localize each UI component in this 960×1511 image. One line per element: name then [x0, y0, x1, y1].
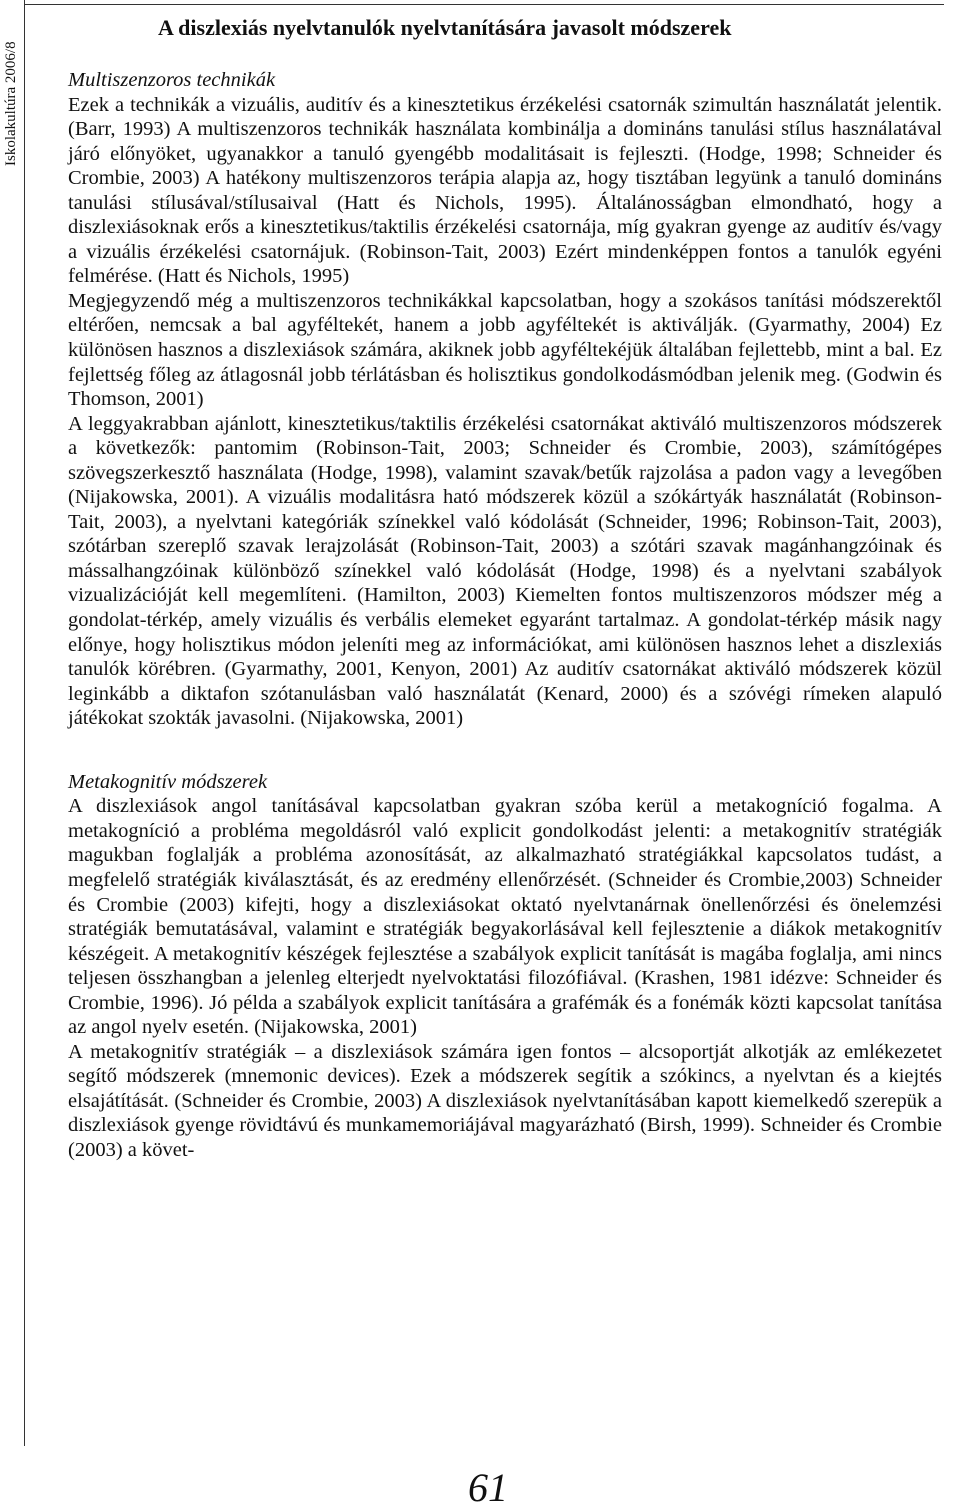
paragraph: A metakognitív stratégiák – a diszlexiások számára igen fontos – alcsoportját alkotják az emlékezetet segítő módszerek (mnemonic devices). Ezek a módszerek segítik a szókincs, a nyelvtan és a kiejtés elsajátítását. (Schneider és Crombie, 2003) A diszlexiások nyelvtanításában kapott kiemelkedő szerepük a diszlexiások gyenge rövidtávú és munkamemoriájával magyarázható (Birsh, 1999). Schneider és Crombie (2003) a követ- — [68, 1040, 942, 1161]
paragraph: Ezek a technikák a vizuális, auditív és a kinesztetikus érzékelési csatornák szimultán használatát jelentik. (Barr, 1993) A multiszenzoros technikák használata kombinálja a domináns tanulási stílus használatával járó előnyöket, ugyanakkor a tanuló gyengébb modalitásait is fejleszti. (Hodge, 1998; Schneider és Crombie, 2003) A hatékony multiszenzoros terápia alapja az, hogy tisztában legyünk a tanuló domináns tanulási stílusával/stílusaival (Hatt és Nichols, 1995). Általánosságban elmondható, hogy a diszlexiásoknak erős a kinesztetikus/taktilis érzékelési csatornája, míg gyakran gyenge az auditív és/vagy a vizuális érzékelési csatornájuk. (Robinson-Tait, 2003) Ezért mindenképpen fontos a tanulók egyéni felmérése. (Hatt és Nichols, 1995) — [68, 93, 942, 288]
sidebar — [0, 0, 25, 1446]
top-rule — [24, 4, 944, 5]
paragraph: Megjegyzendő még a multiszenzoros technikákkal kapcsolatban, hogy a szokásos tanítási módszerektől eltérően, nemcsak a bal agyféltekét, hanem a jobb agyféltekét is aktiválják. (Gyarmathy, 2004) Ez különösen hasznos a diszlexiások számára, akiknek jobb agyféltekéjük általában fejlettebb, mint a bal. Ez fejlettség főleg az átlagosnál jobb térlátásban és holisztikus gondolkodásmódban jelenik meg. (Godwin és Thomson, 2001) — [68, 289, 942, 411]
section-gap — [68, 731, 942, 770]
paragraph: A leggyakrabban ajánlott, kinesztetikus/taktilis érzékelési csatornákat aktiváló multiszenzoros módszerek a következők: pantomim (Robinson-Tait, 2003; Schneider és Crombie, 2003), számítógépes szövegszerkesztő használata (Hodge, 1998), valamint szavak/betűk rajzolása a padon vagy a levegőben (Nijakowska, 2001). A vizuális modalitásra ható módszerek közül a szókártyák használatát (Robinson-Tait, 2003), a nyelvtani kategóriák színekkel való kódolását (Schneider, 1996; Robinson-Tait, 2003), szótárban szereplő szavak lerajzolását (Robinson-Tait, 2003) a szótári szavak magánhangzóinak és mássalhangzóinak különböző színekkel való kódolását (Hodge, 1998) és a nyelvtani szabályok vizualizációját kell megemlíteni. (Hamilton, 2003) Kiemelten fontos multiszenzoros módszer még a gondolat-térkép, amely vizuális és verbális elemeket egyaránt tartalmaz. A gondolat-térkép másik nagy előnye, hogy holisztikus módon jeleníti meg az információkat, ami különösen hasznos lehet a diszlexiás tanulók körébren. (Gyarmathy, 2001, Kenyon, 2001) Az auditív csatornákat aktiváló módszerek közül leginkább a diktafon szótanulásban való használatát (Kenard, 2000) és a szóvégi rímeken alapuló játékokat szokták javasolni. (Nijakowska, 2001) — [68, 412, 942, 730]
page-number: 61 — [468, 1465, 508, 1510]
paragraph: A diszlexiások angol tanításával kapcsolatban gyakran szóba kerül a metakogníció fogalma. A metakogníció a probléma megoldásról való explicit gondolkodást jelenti: a metakognitív stratégiák magukban foglalják a probléma azonosítását, az alkalmazható stratégiákkal kapcsolatos tudást, a megfelelő stratégiák kiválasztását, és az eredmény ellenőrzését. (Schneider és Crombie,2003) Schneider és Crombie (2003) kifejti, hogy a diszlexiásokat oktató nyelvtanárnak önellenőrzési és önelemzési stratégiák bemutatásával, valamint e stratégiák begyakorlásával kell fejlesztenie a diákok metakognitív készégeit. A metakognitív készégek fejlesztése a szabályok explicit tanítását is magába foglalja, ami nincs teljesen összhangban a jelenleg elterjedt nyelvoktatási filozófiával. (Krashen, 1981 idézve: Schneider és Crombie, 1996). Jó példa a szabályok explicit tanítására a grafémák és a fonémák közti kapcsolat tanítása az angol nyelv esetén. (Nijakowska, 2001) — [68, 795, 942, 1039]
section-title-multiszenzoros: Multiszenzoros technikák — [68, 69, 276, 91]
page-title: A diszlexiás nyelvtanulók nyelvtanítására javasolt módszerek — [158, 15, 732, 40]
article-body — [68, 68, 942, 1163]
journal-label: Iskolakultúra 2006/8 — [3, 41, 19, 166]
section-title-metakognitiv: Metakognitív módszerek — [68, 770, 268, 793]
